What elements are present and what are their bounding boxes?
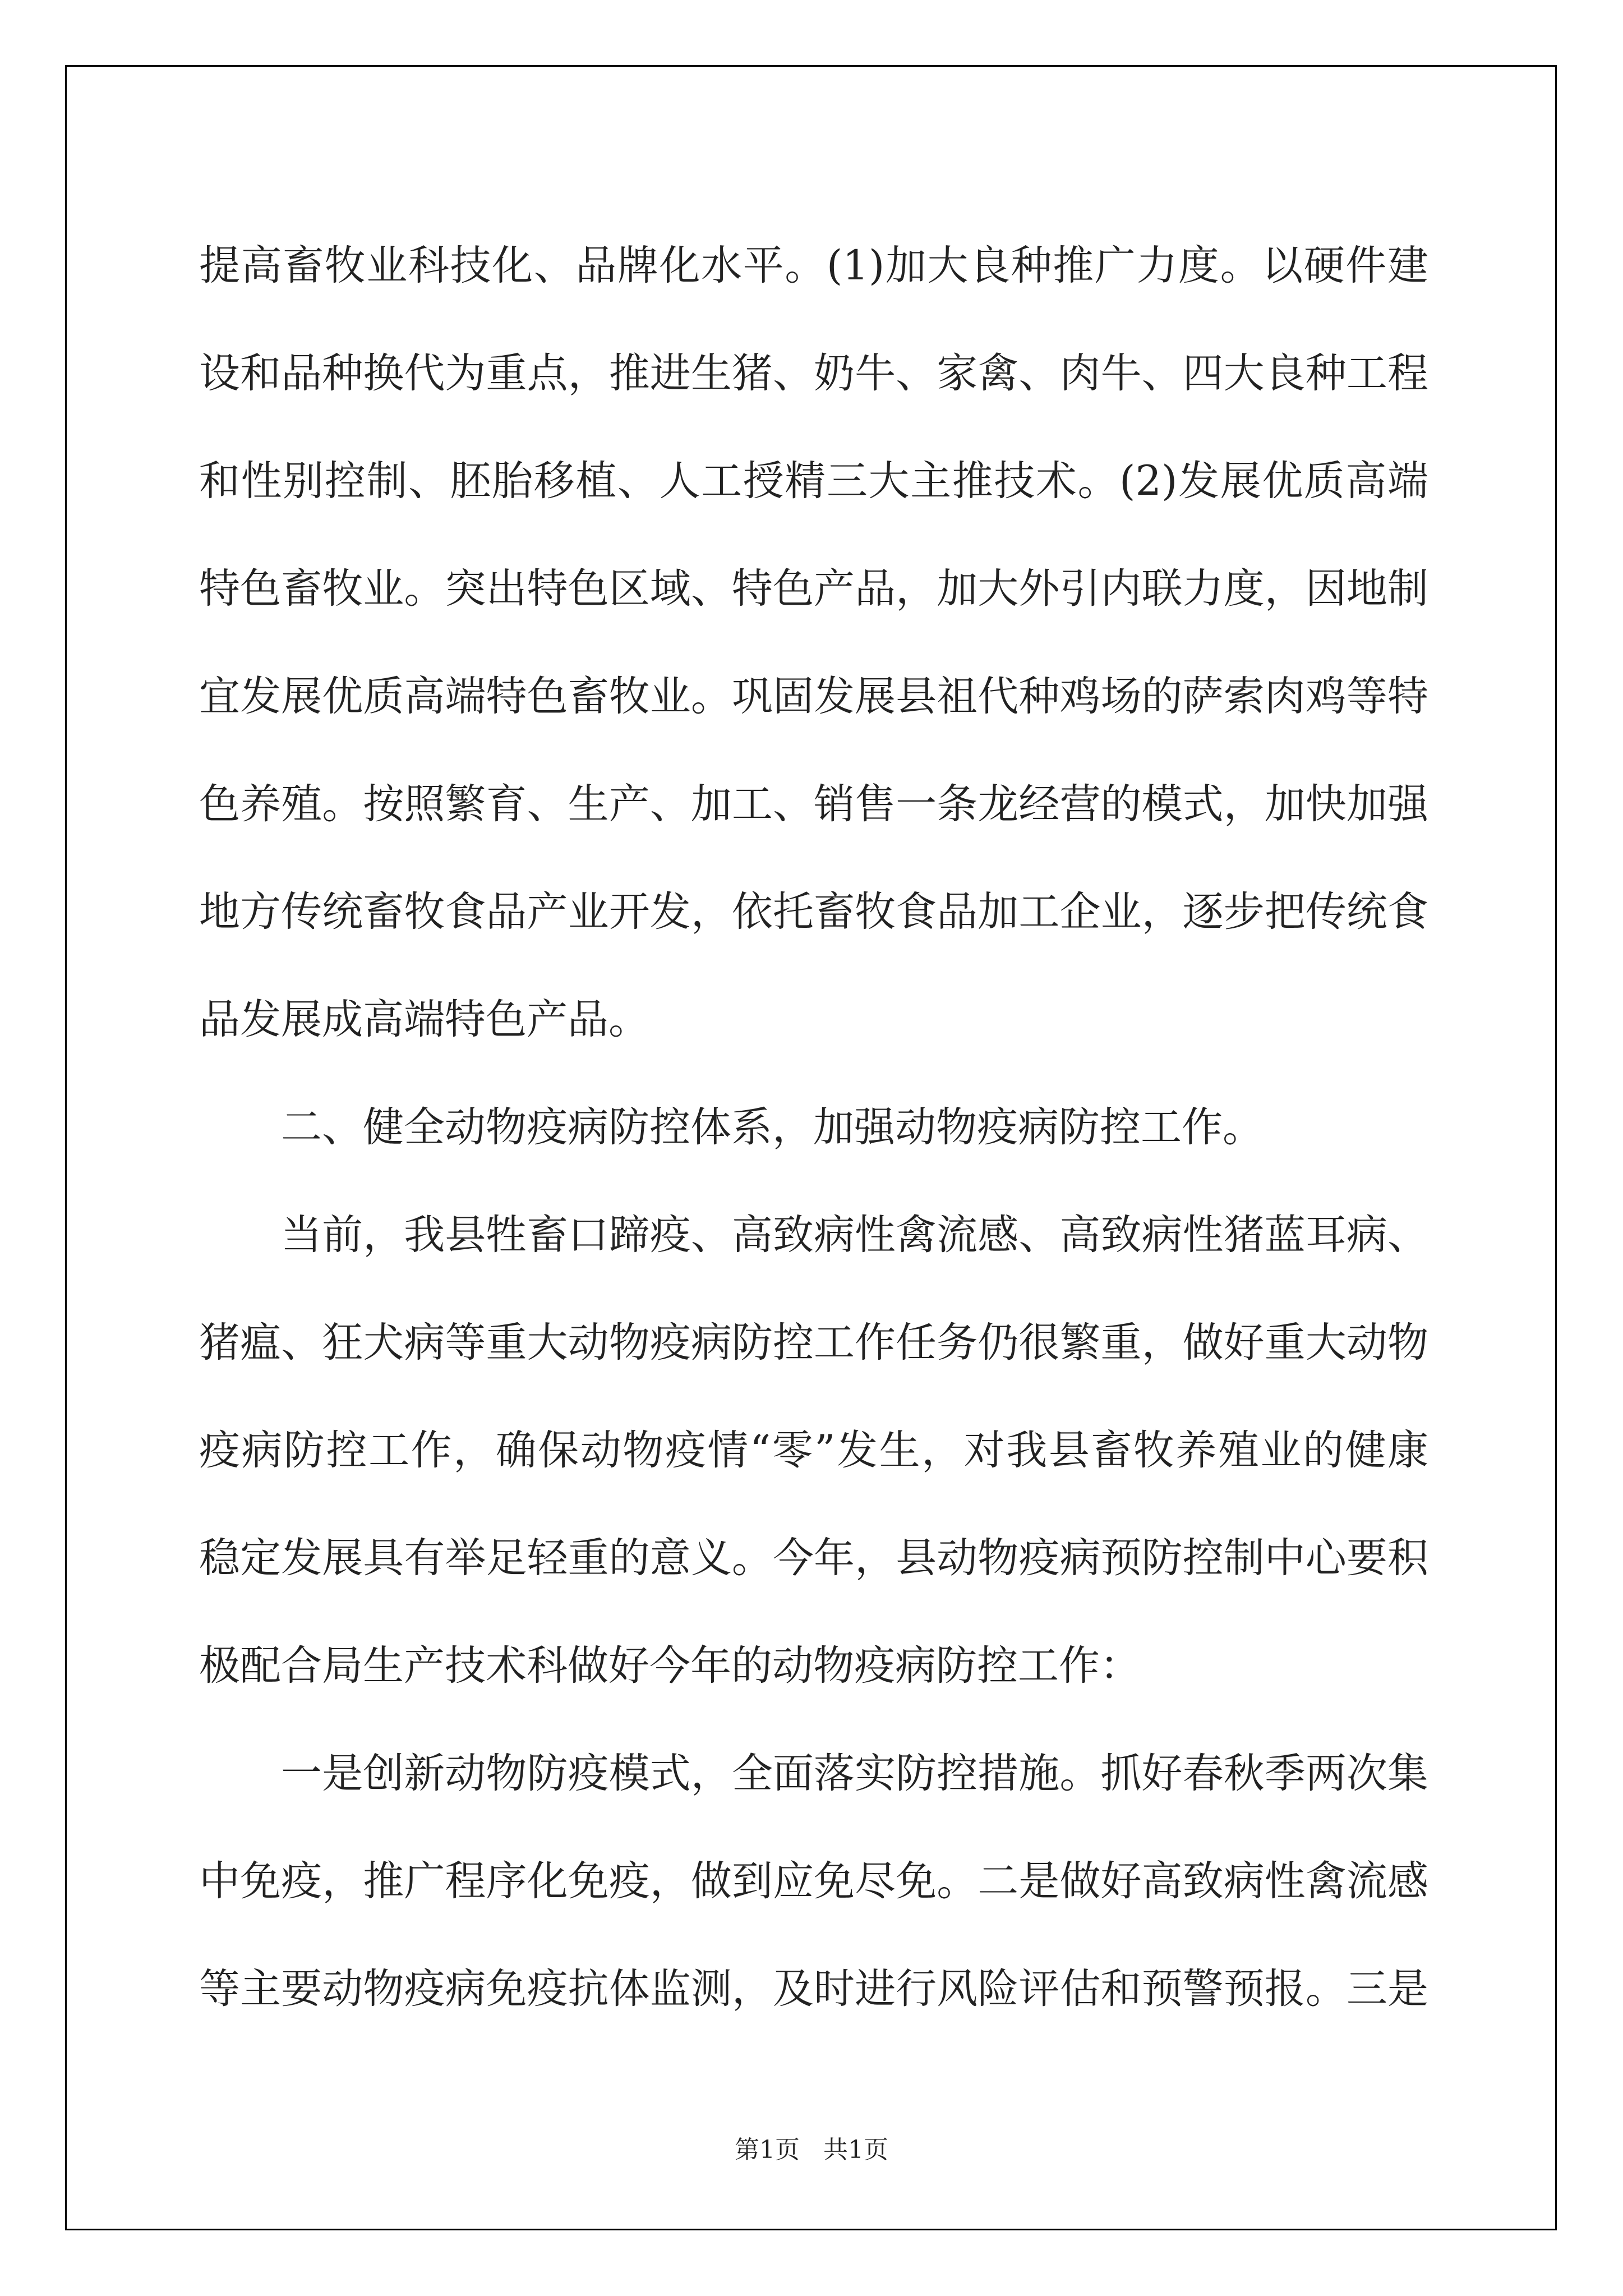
text-line-14: 极配合局生产技术科做好今年的动物疫病防控工作：	[199, 1642, 1141, 1690]
text-line-2: 设和品种换代为重点，推进生猪、奶牛、家禽、肉牛、四大良种工程	[199, 349, 1428, 397]
text-line-16: 中免疫，推广程序化免疫，做到应免尽免。二是做好高致病性禽流感	[199, 1857, 1428, 1905]
text-line-4: 特色畜牧业。突出特色区域、特色产品，加大外引内联力度，因地制	[199, 565, 1428, 613]
text-line-5: 宜发展优质高端特色畜牧业。巩固发展县祖代种鸡场的萨索肉鸡等特	[199, 673, 1428, 720]
text-line-6: 色养殖。按照繁育、生产、加工、销售一条龙经营的模式，加快加强	[199, 780, 1428, 828]
text-line-15: 一是创新动物防疫模式，全面落实防控措施。抓好春秋季两次集	[281, 1750, 1428, 1797]
text-line-12: 疫病防控工作，确保动物疫情“零”发生，对我县畜牧养殖业的健康	[199, 1427, 1428, 1474]
section-heading: 二、健全动物疫病防控体系，加强动物疫病防控工作。	[281, 1103, 1264, 1151]
text-line-1: 提高畜牧业科技化、品牌化水平。(1)加大良种推广力度。以硬件建	[199, 242, 1428, 289]
text-line-7: 地方传统畜牧食品产业开发，依托畜牧食品加工企业，逐步把传统食	[199, 888, 1428, 936]
text-line-17: 等主要动物疫病免疫抗体监测，及时进行风险评估和预警预报。三是	[199, 1965, 1428, 2013]
text-line-10: 当前，我县牲畜口蹄疫、高致病性禽流感、高致病性猪蓝耳病、	[281, 1211, 1428, 1259]
page-footer: 第1页 共1页	[735, 2136, 888, 2164]
text-line-11: 猪瘟、狂犬病等重大动物疫病防控工作任务仍很繁重，做好重大动物	[199, 1319, 1428, 1366]
text-line-13: 稳定发展具有举足轻重的意义。今年，县动物疫病预防控制中心要积	[199, 1534, 1428, 1582]
text-line-8: 品发展成高端特色产品。	[199, 996, 649, 1043]
document-body	[199, 212, 1428, 2043]
text-line-3: 和性别控制、胚胎移植、人工授精三大主推技术。(2)发展优质高端	[199, 457, 1428, 505]
